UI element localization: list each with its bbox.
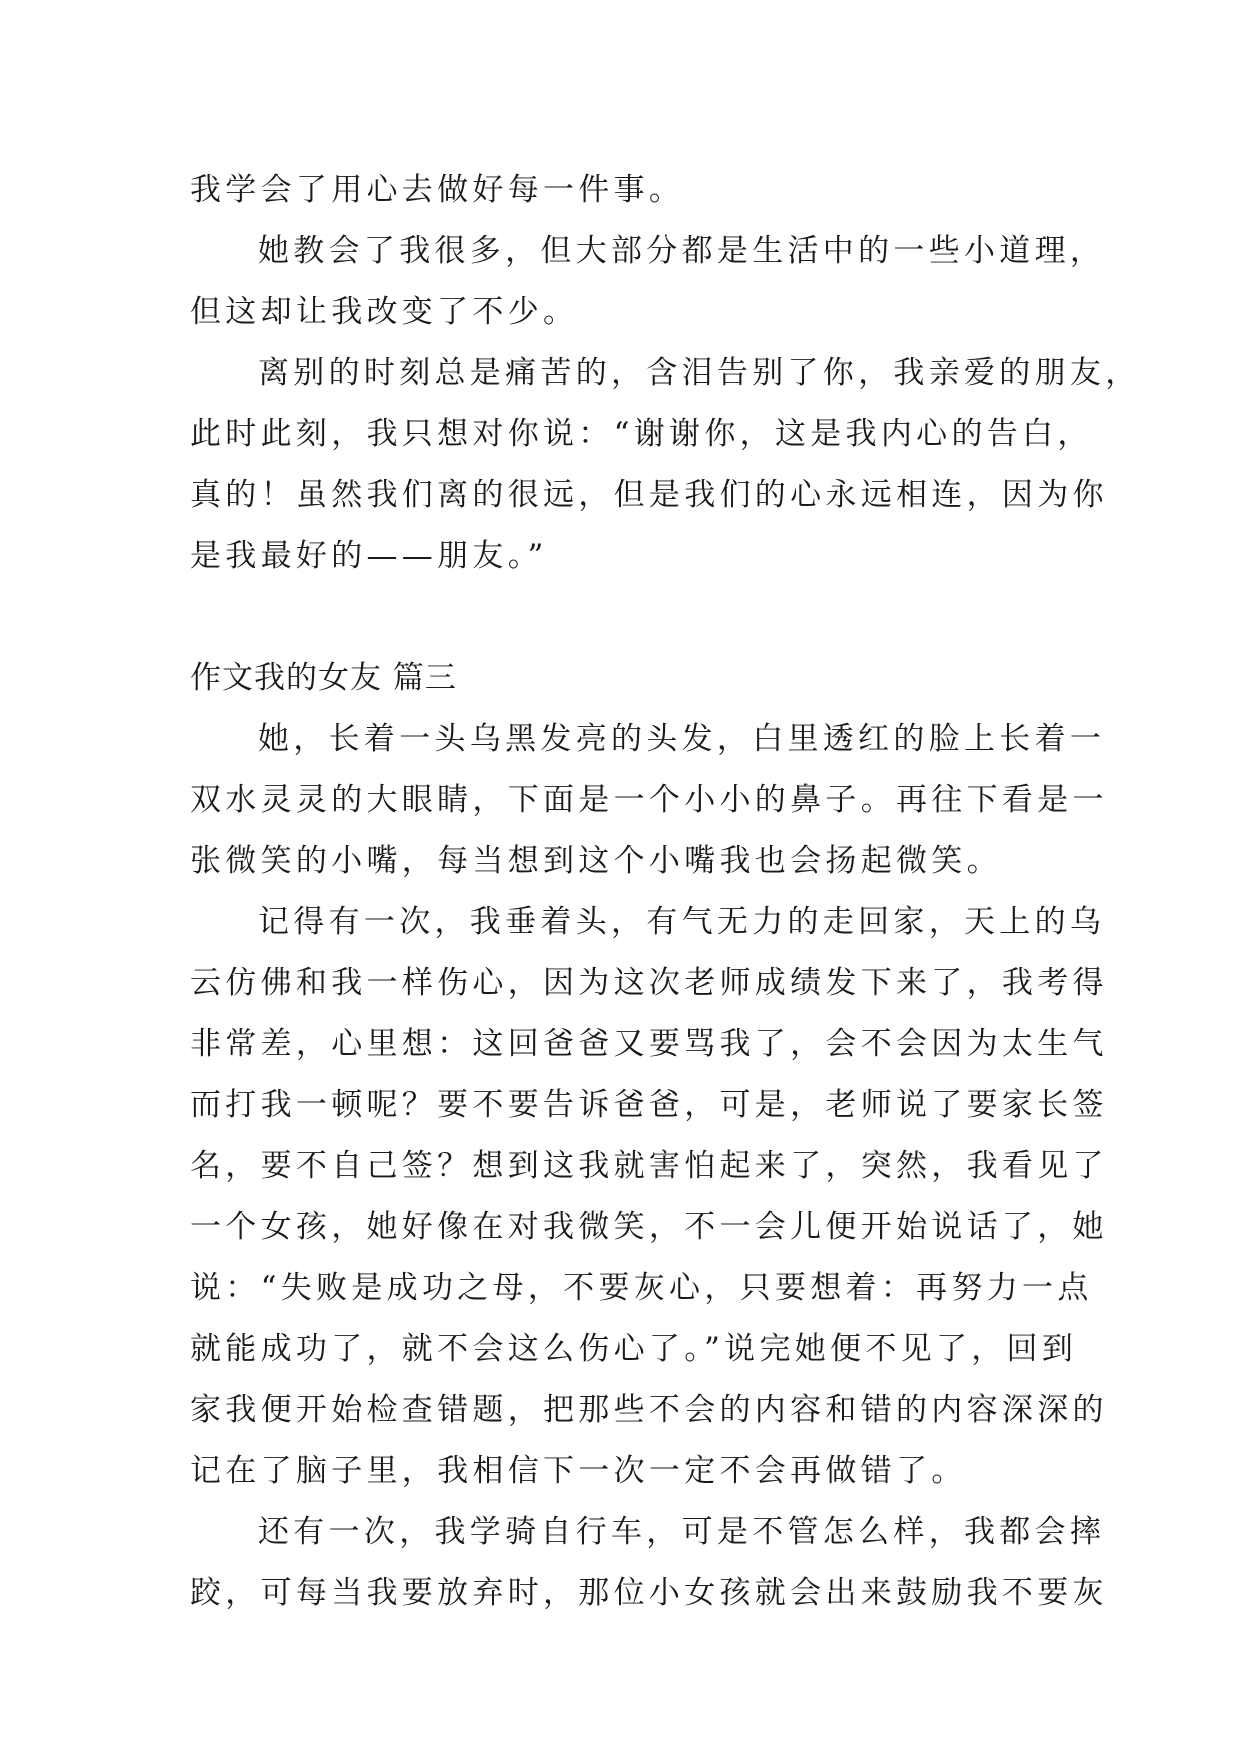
text-line: 而打我一顿呢？要不要告诉爸爸，可是，老师说了要家长签 [190, 1087, 1108, 1123]
text-line: 说：“失败是成功之母，不要灰心，只要想着：再努力一点 [190, 1270, 1093, 1306]
text-line: 是我最好的——朋友。” [190, 538, 548, 574]
text-line: 我学会了用心去做好每一件事。 [190, 172, 685, 208]
paragraph-start-line: 还有一次，我学骑自行车，可是不管怎么样，我都会摔 [258, 1514, 1106, 1550]
text-line: 名，要不自己签？想到这我就害怕起来了，突然，我看见了 [190, 1148, 1108, 1184]
text-line: 就能成功了，就不会这么伤心了。”说完她便不见了，回到 [190, 1331, 1078, 1367]
paragraph-start-line: 离别的时刻总是痛苦的，含泪告别了你，我亲爱的朋友， [258, 355, 1141, 391]
section-gap [190, 587, 1062, 648]
text-line: 双水灵灵的大眼睛，下面是一个小小的鼻子。再往下看是一 [190, 782, 1108, 818]
paragraph-start-line: 她教会了我很多，但大部分都是生活中的一些小道理， [258, 233, 1106, 269]
text-line: 非常差，心里想：这回爸爸又要骂我了，会不会因为太生气 [190, 1026, 1108, 1062]
text-line: 跤，可每当我要放弃时，那位小女孩就会出来鼓励我不要灰 [190, 1575, 1108, 1611]
paragraph-start-line: 她，长着一头乌黑发亮的头发，白里透红的脸上长着一 [258, 721, 1106, 757]
text-line: 家我便开始检查错题，把那些不会的内容和错的内容深深的 [190, 1392, 1108, 1428]
text-line: 此时此刻，我只想对你说：“谢谢你，这是我内心的告白， [190, 416, 1093, 452]
section-heading: 作文我的女友 篇三 [190, 660, 457, 696]
text-line: 一个女孩，她好像在对我微笑，不一会儿便开始说话了，她 [190, 1209, 1108, 1245]
document-body [190, 160, 1141, 1624]
text-line: 张微笑的小嘴，每当想到这个小嘴我也会扬起微笑。 [190, 843, 1002, 879]
paragraph-start-line: 记得有一次，我垂着头，有气无力的走回家，天上的乌 [258, 904, 1106, 940]
text-line: 但这却让我改变了不少。 [190, 294, 579, 330]
text-line: 记在了脑子里，我相信下一次一定不会再做错了。 [190, 1453, 967, 1489]
text-line: 云仿佛和我一样伤心，因为这次老师成绩发下来了，我考得 [190, 965, 1108, 1001]
text-line: 真的！虽然我们离的很远，但是我们的心永远相连，因为你 [190, 477, 1108, 513]
